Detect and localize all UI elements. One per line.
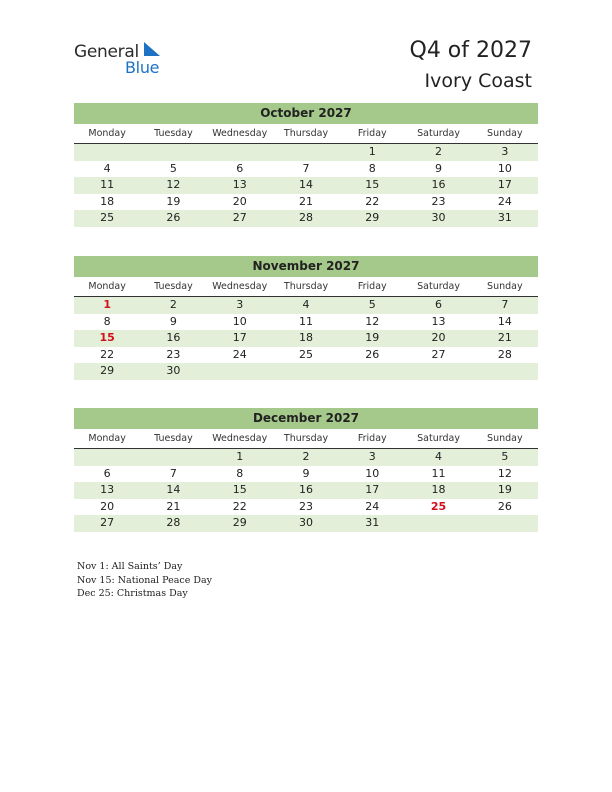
day-cell bbox=[273, 144, 339, 161]
day-cell: 23 bbox=[298, 499, 313, 513]
weekday-label: Saturday bbox=[417, 128, 460, 139]
weekday-label: Sunday bbox=[487, 433, 523, 444]
month-title: November 2027 bbox=[74, 256, 538, 277]
day-cell: 28 bbox=[166, 516, 181, 530]
weekday-label: Saturday bbox=[417, 433, 460, 444]
day-cell: 29 bbox=[365, 211, 380, 225]
day-cell: 18 bbox=[298, 331, 313, 345]
brand-logo bbox=[74, 40, 174, 80]
day-cell: 1 bbox=[103, 298, 111, 311]
week-row bbox=[74, 499, 538, 516]
day-cell: 29 bbox=[100, 364, 115, 378]
day-cell bbox=[339, 363, 405, 380]
day-cell: 4 bbox=[103, 161, 111, 175]
day-cell: 22 bbox=[100, 347, 115, 361]
day-cell: 17 bbox=[365, 483, 380, 497]
day-cell: 19 bbox=[365, 331, 380, 345]
day-cell: 31 bbox=[365, 516, 380, 530]
week-row bbox=[74, 297, 538, 314]
week-row bbox=[74, 194, 538, 211]
day-cell: 30 bbox=[431, 211, 446, 225]
day-cell: 20 bbox=[431, 331, 446, 345]
day-cell: 11 bbox=[298, 314, 313, 328]
weekday-label: Wednesday bbox=[212, 281, 268, 292]
weekday-label: Friday bbox=[357, 128, 387, 139]
month-calendar bbox=[74, 408, 538, 532]
country-name: Ivory Coast bbox=[424, 70, 532, 92]
day-cell: 5 bbox=[368, 298, 376, 311]
day-cell: 30 bbox=[166, 364, 181, 378]
day-cell: 27 bbox=[100, 516, 115, 530]
day-cell: 3 bbox=[501, 145, 509, 158]
day-cell: 4 bbox=[435, 450, 443, 463]
day-cell: 13 bbox=[100, 483, 115, 497]
weekday-label: Wednesday bbox=[212, 433, 268, 444]
weekday-label: Thursday bbox=[283, 281, 329, 292]
week-row bbox=[74, 363, 538, 380]
day-cell: 16 bbox=[298, 483, 313, 497]
day-cell bbox=[140, 449, 206, 466]
weekday-label: Monday bbox=[88, 433, 126, 444]
day-cell: 7 bbox=[302, 161, 310, 175]
day-cell: 9 bbox=[435, 161, 443, 175]
day-cell bbox=[207, 144, 273, 161]
weekday-header-row bbox=[74, 124, 538, 144]
day-cell: 9 bbox=[302, 466, 310, 480]
day-cell: 10 bbox=[365, 466, 380, 480]
day-cell: 8 bbox=[236, 466, 244, 480]
logo-text-general: General bbox=[74, 42, 139, 62]
day-cell: 1 bbox=[368, 145, 376, 158]
day-cell: 21 bbox=[497, 331, 512, 345]
day-cell: 2 bbox=[169, 298, 177, 311]
week-row bbox=[74, 161, 538, 178]
weekday-label: Friday bbox=[357, 281, 387, 292]
day-cell bbox=[74, 144, 140, 161]
day-cell: 28 bbox=[298, 211, 313, 225]
day-cell: 8 bbox=[103, 314, 111, 328]
day-cell bbox=[140, 144, 206, 161]
day-cell: 24 bbox=[232, 347, 247, 361]
day-cell: 15 bbox=[365, 178, 380, 192]
day-cell: 22 bbox=[232, 499, 247, 513]
day-cell: 6 bbox=[103, 466, 111, 480]
day-cell: 3 bbox=[368, 450, 376, 463]
weekday-label: Friday bbox=[357, 433, 387, 444]
day-cell: 2 bbox=[435, 145, 443, 158]
day-cell: 3 bbox=[236, 298, 244, 311]
day-cell: 14 bbox=[497, 314, 512, 328]
day-cell: 21 bbox=[166, 499, 181, 513]
weekday-label: Monday bbox=[88, 128, 126, 139]
weekday-label: Tuesday bbox=[154, 281, 193, 292]
day-cell: 1 bbox=[236, 450, 244, 463]
day-cell bbox=[405, 515, 471, 532]
day-cell bbox=[472, 363, 538, 380]
day-cell: 13 bbox=[431, 314, 446, 328]
day-cell bbox=[74, 449, 140, 466]
logo-text-blue: Blue bbox=[125, 58, 160, 77]
week-row bbox=[74, 330, 538, 347]
day-cell: 5 bbox=[501, 450, 509, 463]
weekday-label: Thursday bbox=[283, 128, 329, 139]
day-cell: 18 bbox=[431, 483, 446, 497]
day-cell: 12 bbox=[365, 314, 380, 328]
day-cell bbox=[207, 363, 273, 380]
day-cell: 18 bbox=[100, 194, 115, 208]
day-cell: 16 bbox=[166, 331, 181, 345]
weekday-header-row bbox=[74, 277, 538, 297]
page-title: Q4 of 2027 bbox=[409, 38, 532, 63]
day-cell: 27 bbox=[431, 347, 446, 361]
day-cell bbox=[472, 515, 538, 532]
day-cell: 7 bbox=[169, 466, 177, 480]
week-row bbox=[74, 210, 538, 227]
day-cell: 11 bbox=[431, 466, 446, 480]
day-cell: 20 bbox=[232, 194, 247, 208]
day-cell: 23 bbox=[431, 194, 446, 208]
weekday-label: Saturday bbox=[417, 281, 460, 292]
weekday-label: Wednesday bbox=[212, 128, 268, 139]
day-cell: 13 bbox=[232, 178, 247, 192]
day-cell: 25 bbox=[430, 499, 447, 513]
holiday-notes bbox=[77, 560, 212, 601]
day-cell: 24 bbox=[365, 499, 380, 513]
holiday-note: Dec 25: Christmas Day bbox=[77, 588, 188, 599]
weekday-label: Sunday bbox=[487, 128, 523, 139]
day-cell bbox=[405, 363, 471, 380]
week-row bbox=[74, 177, 538, 194]
day-cell: 28 bbox=[497, 347, 512, 361]
weekday-header-row bbox=[74, 429, 538, 449]
week-row bbox=[74, 515, 538, 532]
week-row bbox=[74, 314, 538, 331]
week-row bbox=[74, 347, 538, 364]
day-cell: 5 bbox=[169, 161, 177, 175]
day-cell: 21 bbox=[298, 194, 313, 208]
day-cell: 11 bbox=[100, 178, 115, 192]
weekday-label: Thursday bbox=[283, 433, 329, 444]
week-row bbox=[74, 449, 538, 466]
day-cell: 29 bbox=[232, 516, 247, 530]
week-row bbox=[74, 466, 538, 483]
day-cell: 15 bbox=[99, 331, 115, 345]
day-cell: 12 bbox=[166, 178, 181, 192]
day-cell: 24 bbox=[497, 194, 512, 208]
day-cell: 22 bbox=[365, 194, 380, 208]
day-cell: 6 bbox=[435, 298, 443, 311]
day-cell: 14 bbox=[298, 178, 313, 192]
week-row bbox=[74, 482, 538, 499]
day-cell: 25 bbox=[100, 211, 115, 225]
weekday-label: Tuesday bbox=[154, 128, 193, 139]
logo-triangle-icon bbox=[142, 42, 162, 59]
day-cell: 26 bbox=[497, 499, 512, 513]
day-cell bbox=[273, 363, 339, 380]
day-cell: 9 bbox=[169, 314, 177, 328]
day-cell: 23 bbox=[166, 347, 181, 361]
day-cell: 6 bbox=[236, 161, 244, 175]
day-cell: 31 bbox=[497, 211, 512, 225]
month-calendar bbox=[74, 256, 538, 380]
day-cell: 2 bbox=[302, 450, 310, 463]
day-cell: 10 bbox=[497, 161, 512, 175]
holiday-note: Nov 1: All Saints’ Day bbox=[77, 561, 183, 572]
day-cell: 16 bbox=[431, 178, 446, 192]
month-title: October 2027 bbox=[74, 103, 538, 124]
day-cell: 20 bbox=[100, 499, 115, 513]
day-cell: 14 bbox=[166, 483, 181, 497]
month-calendar bbox=[74, 103, 538, 227]
day-cell: 19 bbox=[497, 483, 512, 497]
weekday-label: Monday bbox=[88, 281, 126, 292]
weekday-label: Tuesday bbox=[154, 433, 193, 444]
day-cell: 4 bbox=[302, 298, 310, 311]
holiday-note: Nov 15: National Peace Day bbox=[77, 574, 212, 586]
day-cell: 30 bbox=[298, 516, 313, 530]
month-title: December 2027 bbox=[74, 408, 538, 429]
day-cell: 25 bbox=[298, 347, 313, 361]
day-cell: 26 bbox=[166, 211, 181, 225]
day-cell: 7 bbox=[501, 298, 509, 311]
day-cell: 17 bbox=[232, 331, 247, 345]
day-cell: 10 bbox=[232, 314, 247, 328]
day-cell: 15 bbox=[232, 483, 247, 497]
day-cell: 26 bbox=[365, 347, 380, 361]
day-cell: 17 bbox=[497, 178, 512, 192]
day-cell: 27 bbox=[232, 211, 247, 225]
day-cell: 12 bbox=[497, 466, 512, 480]
week-row bbox=[74, 144, 538, 161]
day-cell: 19 bbox=[166, 194, 181, 208]
day-cell: 8 bbox=[368, 161, 376, 175]
weekday-label: Sunday bbox=[487, 281, 523, 292]
